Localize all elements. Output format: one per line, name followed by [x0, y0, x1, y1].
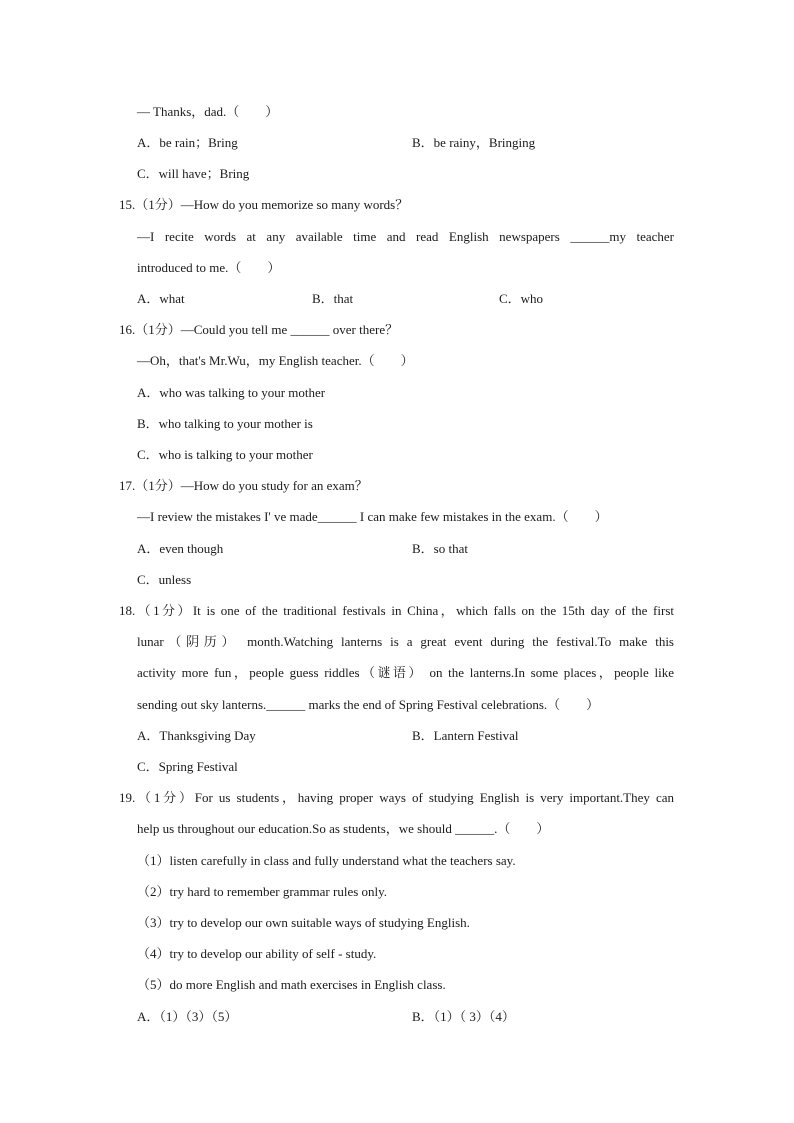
q14-answer-line: — Thanks，dad.（ ） [137, 104, 279, 119]
q18-line-2: lunar（阴历） month.Watching lanterns is a great event during the festival.To make this [137, 634, 674, 649]
q18-option-a[interactable]: A．Thanksgiving Day [137, 728, 256, 743]
q19-item-4: （4）try to develop our ability of self - study. [137, 946, 377, 961]
q16-option-b[interactable]: B．who talking to your mother is [137, 416, 313, 431]
q15-option-a[interactable]: A．what [137, 291, 185, 306]
q16-option-a[interactable]: A．who was talking to your mother [137, 385, 326, 400]
q19-option-b[interactable]: B．（1）（ 3）（4） [412, 1009, 515, 1024]
q15-option-c[interactable]: C．who [499, 291, 544, 306]
q17-option-b[interactable]: B．so that [412, 541, 468, 556]
q14-option-a[interactable]: A．be rain；Bring [137, 135, 238, 150]
q19-item-2: （2）try hard to remember grammar rules only. [137, 884, 388, 899]
q19-item-5: （5）do more English and math exercises in English class. [137, 977, 446, 992]
q17-option-c[interactable]: C．unless [137, 572, 192, 587]
q18-option-c[interactable]: C．Spring Festival [137, 759, 238, 774]
q14-option-c[interactable]: C．will have；Bring [137, 166, 250, 181]
q18-line-4: sending out sky lanterns.______ marks the end of Spring Festival celebrations.（ ） [137, 697, 600, 712]
q19-item-3: （3）try to develop our own suitable ways of studying English. [137, 915, 470, 930]
q19-line-1: 19.（1分）For us students，having proper ways of studying English is very important.They can [119, 790, 674, 805]
q15-line-3: introduced to me.（ ） [137, 260, 281, 275]
q15-line-2: —I recite words at any available time and read English newspapers ______my teacher [137, 229, 674, 244]
q18-line-1: 18.（1分）It is one of the traditional festivals in China，which falls on the 15th day of the first [119, 603, 674, 618]
q15-stem: 15.（1分）—How do you memorize so many words？ [119, 197, 409, 212]
q17-option-a[interactable]: A．even though [137, 541, 224, 556]
q14-option-b[interactable]: B．be rainy，Bringing [412, 135, 536, 150]
q19-option-a[interactable]: A．（1）（3）（5） [137, 1009, 238, 1024]
q18-line-3: activity more fun，people guess riddles（谜语） on the lanterns.In some places，people like [137, 665, 674, 680]
q17-stem: 17.（1分）—How do you study for an exam？ [119, 478, 368, 493]
q17-line-2: —I review the mistakes I' ve made______ I can make few mistakes in the exam.（ ） [137, 509, 608, 524]
q16-stem: 16.（1分）—Could you tell me ______ over there？ [119, 322, 399, 337]
q15-option-b[interactable]: B．that [312, 291, 354, 306]
q16-line-2: —Oh，that's Mr.Wu，my English teacher.（ ） [137, 353, 414, 368]
q19-item-1: （1）listen carefully in class and fully understand what the teachers say. [137, 853, 516, 868]
q18-option-b[interactable]: B．Lantern Festival [412, 728, 519, 743]
q19-line-2: help us throughout our education.So as students，we should ______.（ ） [137, 821, 550, 836]
q16-option-c[interactable]: C．who is talking to your mother [137, 447, 313, 462]
